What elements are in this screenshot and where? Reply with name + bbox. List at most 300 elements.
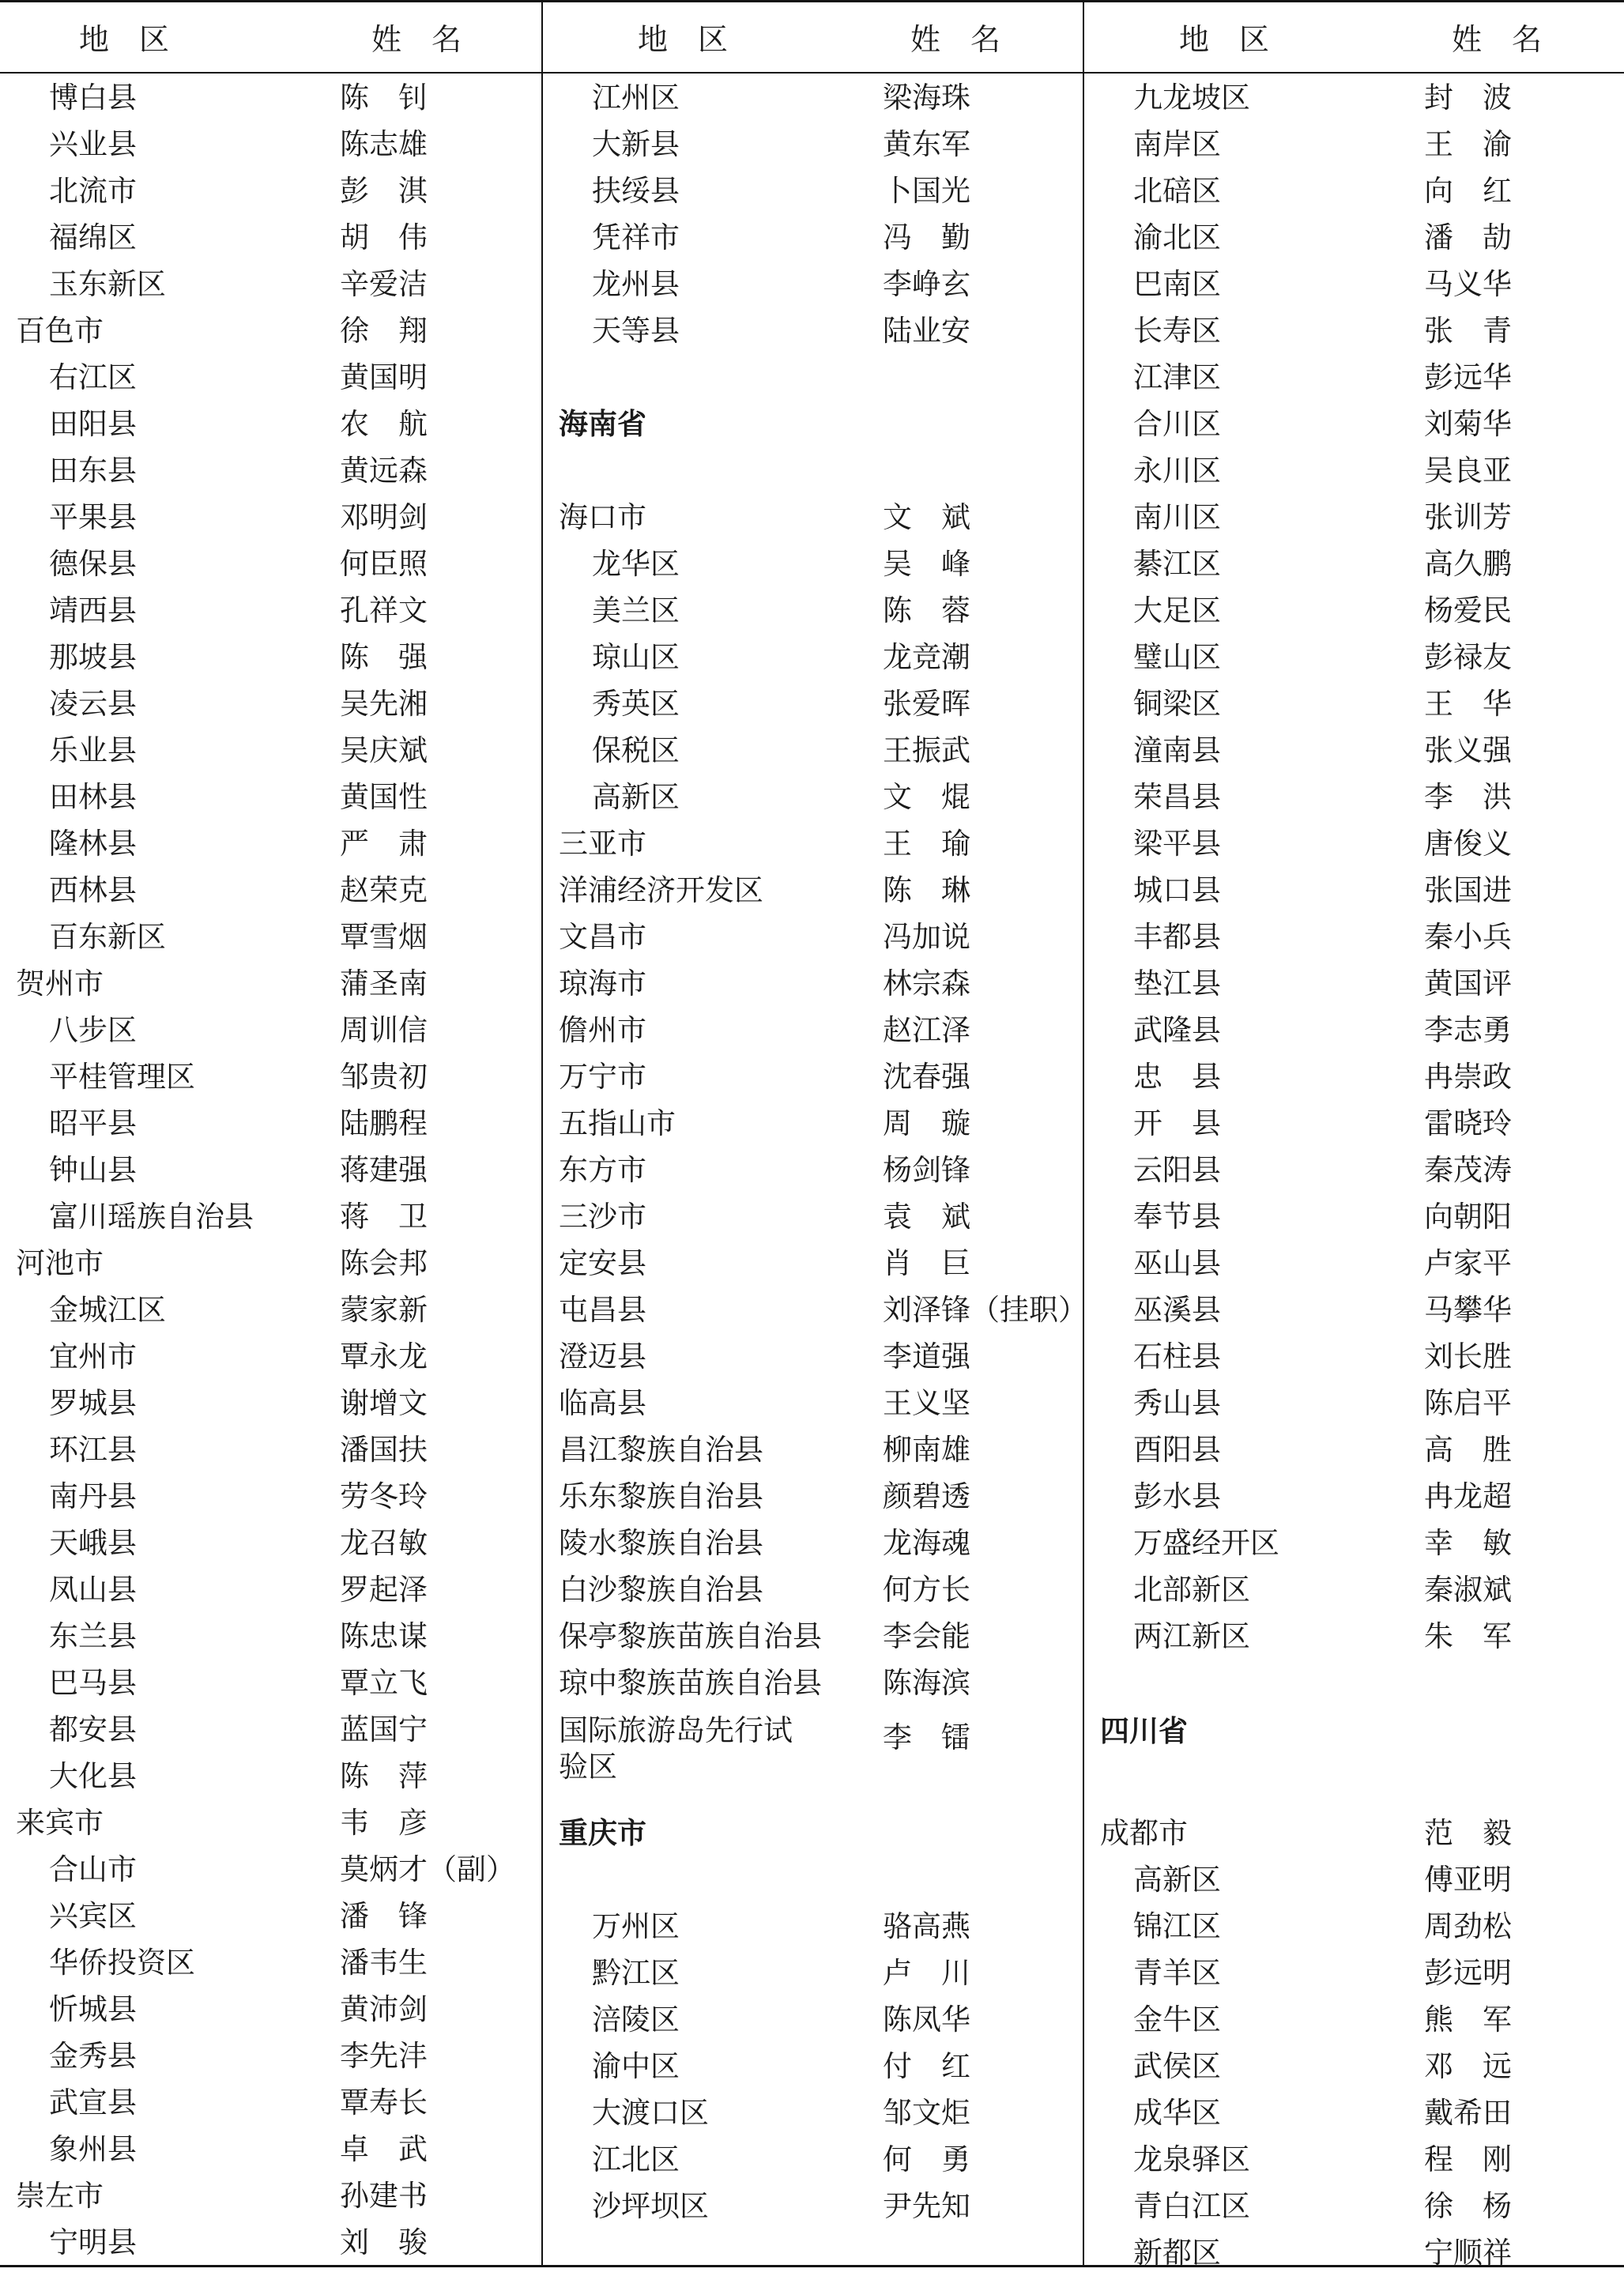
- name-cell: 吴 峰: [883, 547, 970, 581]
- name-cell: 黄沛剑: [340, 1992, 428, 2026]
- name-cell: 孙建书: [340, 2179, 428, 2213]
- region-cell: 江津区: [1133, 360, 1221, 394]
- table-row: [0, 587, 540, 634]
- region-cell: 崇左市: [16, 2179, 104, 2213]
- region-cell: 江州区: [592, 81, 680, 115]
- table-row: [1084, 2136, 1624, 2183]
- name-cell: 高 胜: [1424, 1433, 1512, 1467]
- name-cell: 何 勇: [883, 2142, 970, 2176]
- table-row: [543, 541, 1083, 587]
- table-row: [543, 168, 1083, 214]
- row-list: [0, 74, 540, 2266]
- table-row: [0, 1566, 540, 1613]
- table-row: [543, 307, 1083, 354]
- spacer-row: [1084, 1660, 1624, 1706]
- table-row: [543, 1287, 1087, 1333]
- table-row: [543, 1566, 1083, 1613]
- region-cell: 右江区: [49, 360, 137, 394]
- region-cell: 万宁市: [559, 1060, 646, 1094]
- table-row: [0, 1520, 540, 1566]
- table-row: [1084, 867, 1624, 914]
- region-cell: 城口县: [1133, 873, 1221, 907]
- region-cell: 定安县: [559, 1246, 646, 1280]
- name-cell: 徐 翔: [340, 314, 428, 348]
- region-cell: 金牛区: [1133, 2003, 1221, 2037]
- table-row: [543, 2089, 1083, 2136]
- table-row: [543, 1426, 1083, 1473]
- name-cell: 卜国光: [883, 174, 970, 208]
- region-cell: 锦江区: [1133, 1909, 1221, 1943]
- region-cell: 琼山区: [592, 640, 680, 674]
- name-cell: 何臣照: [340, 547, 428, 581]
- region-cell: 平桂管理区: [49, 1060, 195, 1094]
- region-cell: 北流市: [49, 174, 137, 208]
- name-cell: 杨剑锋: [883, 1153, 970, 1187]
- name-cell: 王 瑜: [883, 827, 970, 861]
- region-cell: 凭祥市: [592, 220, 680, 254]
- table-row: [543, 2043, 1083, 2089]
- region-cell: 天等县: [592, 314, 680, 348]
- region-cell: 合川区: [1133, 407, 1221, 441]
- table-row: [543, 1240, 1083, 1287]
- table-row: [0, 261, 540, 307]
- table-row: [0, 1753, 540, 1799]
- region-cell: 靖西县: [49, 593, 137, 627]
- table-row: [0, 541, 540, 587]
- spacer-row: [543, 447, 1083, 494]
- row-list: [1084, 74, 1624, 2276]
- name-cell: 徐 杨: [1424, 2189, 1512, 2223]
- table-row: [0, 2079, 540, 2126]
- name-cell: 范 毅: [1424, 1816, 1512, 1850]
- region-cell: 新都区: [1133, 2236, 1221, 2270]
- name-cell: 龙海魂: [883, 1526, 970, 1560]
- name-cell: 袁 斌: [883, 1200, 970, 1234]
- name-cell: 覃雪烟: [340, 920, 428, 954]
- region-cell: 九龙坡区: [1133, 81, 1250, 115]
- table-row: [1084, 587, 1624, 634]
- region-cell: 万盛经开区: [1133, 1526, 1279, 1560]
- region-cell: 平果县: [49, 500, 137, 534]
- name-cell: 熊 军: [1424, 2003, 1512, 2037]
- table-row: [1084, 261, 1624, 307]
- region-cell: 奉节县: [1133, 1200, 1221, 1234]
- name-cell: 王义坚: [883, 1386, 970, 1420]
- region-cell: 秀山县: [1133, 1386, 1221, 1420]
- header-name: 姓 名: [371, 21, 462, 57]
- table-row: [1084, 680, 1624, 727]
- name-cell: 卢家平: [1424, 1246, 1512, 1280]
- region-cell: 三沙市: [559, 1200, 646, 1234]
- region-cell: 福绵区: [49, 220, 137, 254]
- table-row: [1084, 401, 1624, 447]
- name-cell: 沈春强: [883, 1060, 970, 1094]
- name-cell: 王振武: [883, 733, 970, 767]
- name-cell: 雷晓玲: [1424, 1106, 1512, 1140]
- table-row: [1084, 634, 1624, 680]
- table-row: [0, 2172, 540, 2219]
- name-cell: 刘菊华: [1424, 407, 1512, 441]
- table-row: [543, 727, 1083, 774]
- name-cell: 马攀华: [1424, 1293, 1512, 1327]
- table-row: [0, 634, 540, 680]
- table-row: [1084, 1903, 1624, 1950]
- table-row: [0, 1240, 540, 1287]
- region-cell: 巴马县: [49, 1666, 137, 1700]
- region-cell: 扶绥县: [592, 174, 680, 208]
- table-row: [543, 867, 1083, 914]
- region-cell: 巫山县: [1133, 1246, 1221, 1280]
- column-header: [0, 0, 540, 73]
- name-cell: 程 刚: [1424, 2142, 1512, 2176]
- region-cell: 田林县: [49, 780, 137, 814]
- spacer-row: [543, 1763, 1083, 1810]
- region-cell: 昭平县: [49, 1106, 137, 1140]
- table-row: [543, 261, 1083, 307]
- region-cell: 兴宾区: [49, 1899, 137, 1933]
- region-cell: 宁明县: [49, 2225, 137, 2259]
- name-cell: 冯 勤: [883, 220, 970, 254]
- region-cell: 来宾市: [16, 1806, 104, 1840]
- region-cell: 宜州市: [49, 1340, 137, 1374]
- table-row: [543, 1333, 1083, 1380]
- table-row: [0, 2126, 540, 2172]
- name-cell: 骆高燕: [883, 1909, 970, 1943]
- name-cell: 劳冬玲: [340, 1479, 428, 1513]
- name-cell: 潘 锋: [340, 1899, 428, 1933]
- table-row: [1084, 1100, 1624, 1147]
- name-cell: 付 红: [883, 2049, 970, 2083]
- region-cell: 高新区: [592, 780, 680, 814]
- name-cell: 陈 萍: [340, 1759, 428, 1793]
- region-cell: 南丹县: [49, 1479, 137, 1513]
- table-row: [543, 121, 1083, 168]
- name-cell: 陈会邦: [340, 1246, 428, 1280]
- table-row: [0, 1053, 540, 1100]
- name-cell: 陈 琳: [883, 873, 970, 907]
- region-cell: 巴南区: [1133, 267, 1221, 301]
- region-cell: 博白县: [49, 81, 137, 115]
- region-cell: 白沙黎族自治县: [559, 1573, 763, 1607]
- table-row: [0, 1380, 540, 1426]
- table-row: [543, 960, 1083, 1007]
- table-row: [1084, 1053, 1624, 1100]
- table-row: [1084, 74, 1624, 121]
- region-cell: 铜梁区: [1133, 687, 1221, 721]
- name-cell: 邓明剑: [340, 500, 428, 534]
- name-cell: 邹文炬: [883, 2096, 970, 2130]
- region-cell: 环江县: [49, 1433, 137, 1467]
- region-cell: 龙州县: [592, 267, 680, 301]
- table-row: [1084, 1856, 1624, 1903]
- table-row: [543, 1053, 1083, 1100]
- header-region: 地 区: [638, 21, 729, 57]
- table-row: [543, 1007, 1083, 1053]
- table-row: [1084, 914, 1624, 960]
- table-row: [0, 168, 540, 214]
- region-cell: 西林县: [49, 873, 137, 907]
- region-cell: 东兰县: [49, 1619, 137, 1653]
- region-cell: 美兰区: [592, 593, 680, 627]
- region-cell: 垫江县: [1133, 967, 1221, 1000]
- name-cell: 戴希田: [1424, 2096, 1512, 2130]
- name-cell: 张义强: [1424, 733, 1512, 767]
- name-cell: 赵荣克: [340, 873, 428, 907]
- region-cell: 田阳县: [49, 407, 137, 441]
- name-cell: 幸 敏: [1424, 1526, 1512, 1560]
- table-row: [0, 867, 540, 914]
- table-row: [543, 774, 1083, 820]
- table-row: [0, 1893, 540, 1939]
- region-cell: 海口市: [559, 500, 646, 534]
- name-cell: 赵江泽: [883, 1013, 970, 1047]
- table-row: [0, 494, 540, 541]
- table-row: [0, 1706, 540, 1753]
- region-cell: 钟山县: [49, 1153, 137, 1187]
- region-cell: 国际旅游岛先行试验区: [559, 1713, 793, 1784]
- region-cell: 保税区: [592, 733, 680, 767]
- name-cell: 陈忠谋: [340, 1619, 428, 1653]
- table-row: [543, 1147, 1083, 1193]
- table-row: [543, 680, 1083, 727]
- name-cell: 黄国明: [340, 360, 428, 394]
- table-row: [0, 960, 540, 1007]
- region-cell: 陵水黎族自治县: [559, 1526, 763, 1560]
- region-cell: 澄迈县: [559, 1340, 646, 1374]
- name-cell: 邓 远: [1424, 2049, 1512, 2083]
- section-heading-row: [543, 1810, 1083, 1856]
- region-cell: 大足区: [1133, 593, 1221, 627]
- name-cell: 秦淑斌: [1424, 1573, 1512, 1607]
- region-cell: 忻城县: [49, 1992, 137, 2026]
- region-cell: 长寿区: [1133, 314, 1221, 348]
- name-cell: 李 洪: [1424, 780, 1512, 814]
- region-cell: 隆林县: [49, 827, 137, 861]
- table-row: [543, 1193, 1083, 1240]
- name-cell: 陈 强: [340, 640, 428, 674]
- table-row: [0, 1473, 540, 1520]
- region-cell: 渝中区: [592, 2049, 680, 2083]
- table-column: [543, 0, 1087, 2267]
- region-cell: 凌云县: [49, 687, 137, 721]
- name-cell: 潘国扶: [340, 1433, 428, 1467]
- table-row: [1084, 354, 1624, 401]
- table-row: [1084, 1613, 1624, 1660]
- region-cell: 成都市: [1100, 1816, 1188, 1850]
- name-cell: 卓 武: [340, 2132, 428, 2166]
- table-row: [0, 307, 540, 354]
- name-cell: 尹先知: [883, 2189, 970, 2223]
- name-cell: 蓝国宁: [340, 1713, 428, 1747]
- name-cell: 蒲圣南: [340, 967, 428, 1000]
- region-cell: 田东县: [49, 454, 137, 488]
- table-row: [1084, 1810, 1624, 1856]
- name-cell: 莫炳才（副）: [340, 1852, 515, 1886]
- name-cell: 朱 军: [1424, 1619, 1512, 1653]
- region-cell: 武侯区: [1133, 2049, 1221, 2083]
- table-row: [0, 214, 540, 261]
- region-cell: 涪陵区: [592, 2003, 680, 2037]
- table-row: [1084, 1333, 1624, 1380]
- table-row: [543, 634, 1083, 680]
- table-row: [1084, 1473, 1624, 1520]
- region-cell: 儋州市: [559, 1013, 646, 1047]
- table-row: [0, 2033, 540, 2079]
- table-row: [1084, 2043, 1624, 2089]
- region-cell: 酉阳县: [1133, 1433, 1221, 1467]
- name-cell: 杨爱民: [1424, 593, 1512, 627]
- name-cell: 潘韦生: [340, 1946, 428, 1980]
- table-row: [0, 1986, 540, 2033]
- name-cell: 刘长胜: [1424, 1340, 1512, 1374]
- name-cell: 梁海珠: [883, 81, 970, 115]
- name-cell: 文 焜: [883, 780, 970, 814]
- name-cell: 陈启平: [1424, 1386, 1512, 1420]
- region-cell: 兴业县: [49, 127, 137, 161]
- region-cell: 南川区: [1133, 500, 1221, 534]
- table-row: [1084, 2183, 1624, 2229]
- table-row: [0, 121, 540, 168]
- region-cell: 北部新区: [1133, 1573, 1250, 1607]
- region-cell: 云阳县: [1133, 1153, 1221, 1187]
- name-cell: 陈志雄: [340, 127, 428, 161]
- table-row: [1084, 1007, 1624, 1053]
- region-cell: 万州区: [592, 1909, 680, 1943]
- name-cell: 张爱晖: [883, 687, 970, 721]
- region-cell: 大渡口区: [592, 2096, 709, 2130]
- name-cell: 冉崇政: [1424, 1060, 1512, 1094]
- region-cell: 渝北区: [1133, 220, 1221, 254]
- region-cell: 彭水县: [1133, 1479, 1221, 1513]
- name-cell: 黄国性: [340, 780, 428, 814]
- region-cell: 河池市: [16, 1246, 104, 1280]
- name-cell: 周 璇: [883, 1106, 970, 1140]
- region-cell: 高新区: [1133, 1863, 1221, 1897]
- region-cell: 忠 县: [1133, 1060, 1221, 1094]
- region-cell: 德保县: [49, 547, 137, 581]
- table-row: [0, 74, 540, 121]
- name-cell: 冯加说: [883, 920, 970, 954]
- table-row: [1084, 307, 1624, 354]
- name-cell: 覃寿长: [340, 2086, 428, 2120]
- table-row: [1084, 1520, 1624, 1566]
- name-cell: 潘 劼: [1424, 220, 1512, 254]
- table-row: [0, 1333, 540, 1380]
- name-cell: 马义华: [1424, 267, 1512, 301]
- name-cell: 黄国评: [1424, 967, 1512, 1000]
- name-cell: 彭远华: [1424, 360, 1512, 394]
- name-cell: 张训芳: [1424, 500, 1512, 534]
- table-row: [543, 914, 1083, 960]
- table-row: [0, 1799, 540, 1846]
- table-row: [0, 914, 540, 960]
- table-row: [1084, 214, 1624, 261]
- region-cell: 潼南县: [1133, 733, 1221, 767]
- name-cell: 胡 伟: [340, 220, 428, 254]
- region-cell: 天峨县: [49, 1526, 137, 1560]
- region-cell: 黔江区: [592, 1956, 680, 1990]
- name-cell: 文 斌: [883, 500, 970, 534]
- table-row: [0, 1846, 540, 1893]
- region-cell: 五指山市: [559, 1106, 676, 1140]
- name-cell: 彭 淇: [340, 174, 428, 208]
- name-cell: 李会能: [883, 1619, 970, 1653]
- region-cell: 江北区: [592, 2142, 680, 2176]
- name-cell: 封 波: [1424, 81, 1512, 115]
- table-row: [543, 1613, 1083, 1660]
- table-row: [0, 401, 540, 447]
- table-row: [1084, 1193, 1624, 1240]
- table-row: [1084, 1950, 1624, 1996]
- region-cell: 金城江区: [49, 1293, 166, 1327]
- name-cell: 周训信: [340, 1013, 428, 1047]
- table-row: [1084, 820, 1624, 867]
- name-cell: 王 华: [1424, 687, 1512, 721]
- name-cell: 邹贵初: [340, 1060, 428, 1094]
- name-cell: 陆鹏程: [340, 1106, 428, 1140]
- table-row: [543, 1706, 1083, 1784]
- name-cell: 向朝阳: [1424, 1200, 1512, 1234]
- table-row: [543, 1520, 1083, 1566]
- row-list: [543, 74, 1087, 2229]
- table-row: [543, 2136, 1083, 2183]
- name-cell: 谢增文: [340, 1386, 428, 1420]
- table-row: [1084, 1380, 1624, 1426]
- table-row: [1084, 121, 1624, 168]
- region-cell: 永川区: [1133, 454, 1221, 488]
- name-cell: 唐俊义: [1424, 827, 1512, 861]
- spacer-row: [543, 1856, 1083, 1903]
- region-cell: 大新县: [592, 127, 680, 161]
- name-cell: 蒋建强: [340, 1153, 428, 1187]
- region-cell: 石柱县: [1133, 1340, 1221, 1374]
- name-cell: 王 渝: [1424, 127, 1512, 161]
- region-cell: 罗城县: [49, 1386, 137, 1420]
- table-row: [543, 1100, 1083, 1147]
- name-cell: 陈 蓉: [883, 593, 970, 627]
- table-row: [0, 1613, 540, 1660]
- name-cell: 林宗森: [883, 967, 970, 1000]
- name-cell: 秦小兵: [1424, 920, 1512, 954]
- table-row: [543, 74, 1083, 121]
- table-row: [1084, 1566, 1624, 1613]
- region-cell: 合山市: [49, 1852, 137, 1886]
- table-row: [543, 587, 1083, 634]
- region-cell: 贺州市: [16, 967, 104, 1000]
- name-cell: 吴庆斌: [340, 733, 428, 767]
- region-cell: 秀英区: [592, 687, 680, 721]
- table-row: [0, 1287, 540, 1333]
- region-cell: 都安县: [49, 1713, 137, 1747]
- name-cell: 刘 骏: [340, 2225, 428, 2259]
- region-cell: 北碚区: [1133, 174, 1221, 208]
- name-cell: 韦 彦: [340, 1806, 428, 1840]
- table-row: [0, 2219, 540, 2266]
- table-column: [1084, 0, 1624, 2270]
- table-row: [543, 1473, 1083, 1520]
- name-cell: 李 镭: [883, 1720, 970, 1754]
- table-row: [0, 447, 540, 494]
- region-cell: 武宣县: [49, 2086, 137, 2120]
- region-cell: 华侨投资区: [49, 1946, 195, 1980]
- table-row: [543, 1903, 1083, 1950]
- table-row: [0, 1193, 540, 1240]
- name-cell: 高久鹏: [1424, 547, 1512, 581]
- name-cell: 柳南雄: [883, 1433, 970, 1467]
- region-cell: 荣昌县: [1133, 780, 1221, 814]
- region-cell: 开 县: [1133, 1106, 1221, 1140]
- name-cell: 肖 巨: [883, 1246, 970, 1280]
